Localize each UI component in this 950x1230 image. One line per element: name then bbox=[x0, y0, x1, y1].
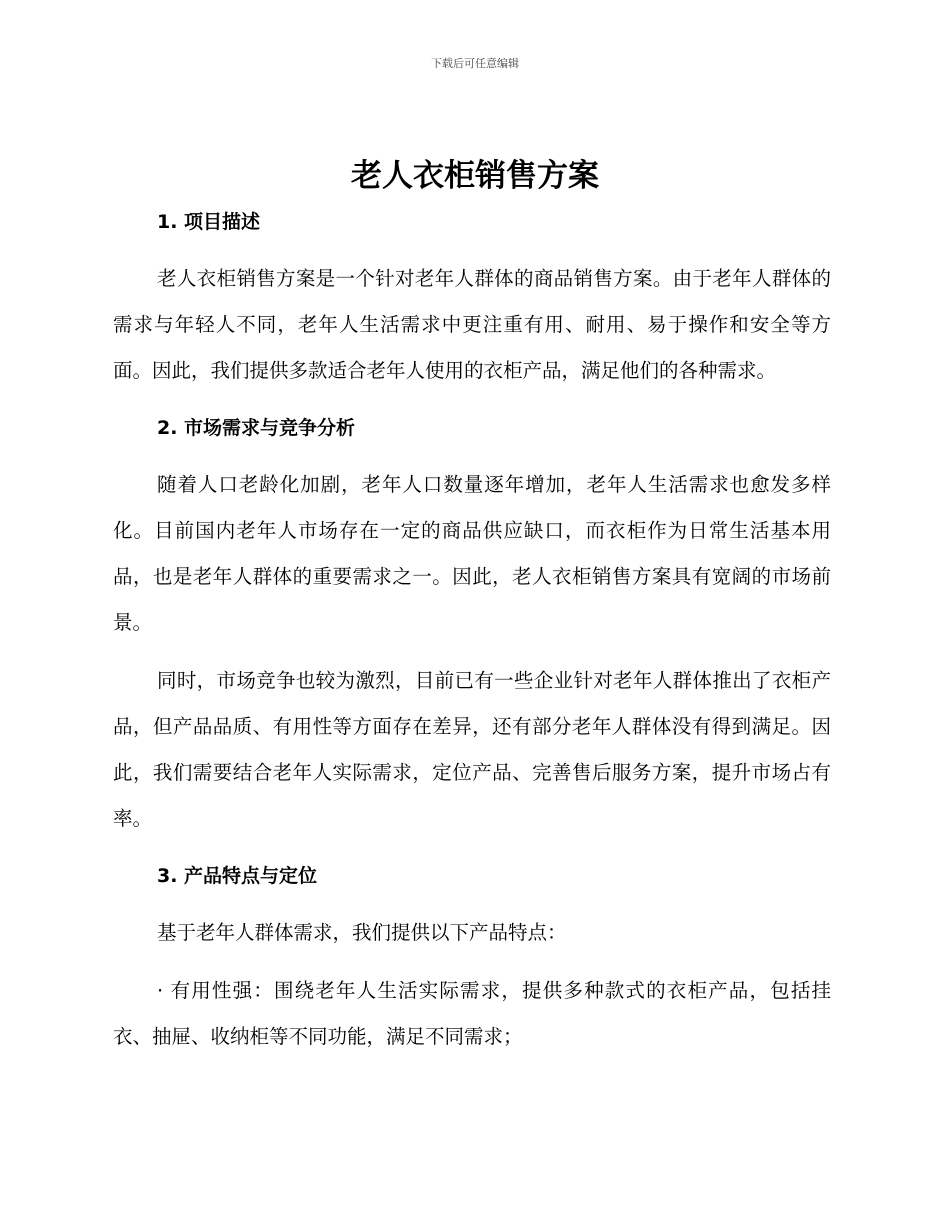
document-body bbox=[113, 200, 831, 1060]
paragraph-project-description: 老人衣柜销售方案是一个针对老年人群体的商品销售方案。由于老年人群体的需求与年轻人不同，老年人生活需求中更注重有用、耐用、易于操作和安全等方面。因此，我们提供多款适合老年人使用的衣柜产品，满足他们的各种需求。 bbox=[113, 267, 831, 382]
paragraph-product-intro: 基于老年人群体需求，我们提供以下产品特点： bbox=[157, 921, 567, 944]
section-heading-3: 3. 产品特点与定位 bbox=[157, 865, 318, 887]
list-item-usability: · 有用性强：围绕老年人生活实际需求，提供多种款式的衣柜产品，包括挂衣、抽屉、收纳柜等不同功能，满足不同需求； bbox=[113, 979, 831, 1048]
paragraph-competition: 同时，市场竞争也较为激烈，目前已有一些企业针对老年人群体推出了衣柜产品，但产品品质、有用性等方面存在差异，还有部分老年人群体没有得到满足。因此，我们需要结合老年人实际需求，定位产品、完善售后服务方案，提升市场占有率。 bbox=[113, 669, 831, 830]
section-heading-2: 2. 市场需求与竞争分析 bbox=[157, 417, 356, 439]
paragraph-market-demand: 随着人口老龄化加剧，老年人口数量逐年增加，老年人生活需求也愈发多样化。目前国内老年人市场存在一定的商品供应缺口，而衣柜作为日常生活基本用品，也是老年人群体的重要需求之一。因此，老人衣柜销售方案具有宽阔的市场前景。 bbox=[113, 473, 831, 634]
section-heading-1: 1. 项目描述 bbox=[157, 211, 261, 233]
header-note: 下载后可任意编辑 bbox=[431, 57, 519, 70]
document-title: 老人衣柜销售方案 bbox=[351, 158, 599, 194]
